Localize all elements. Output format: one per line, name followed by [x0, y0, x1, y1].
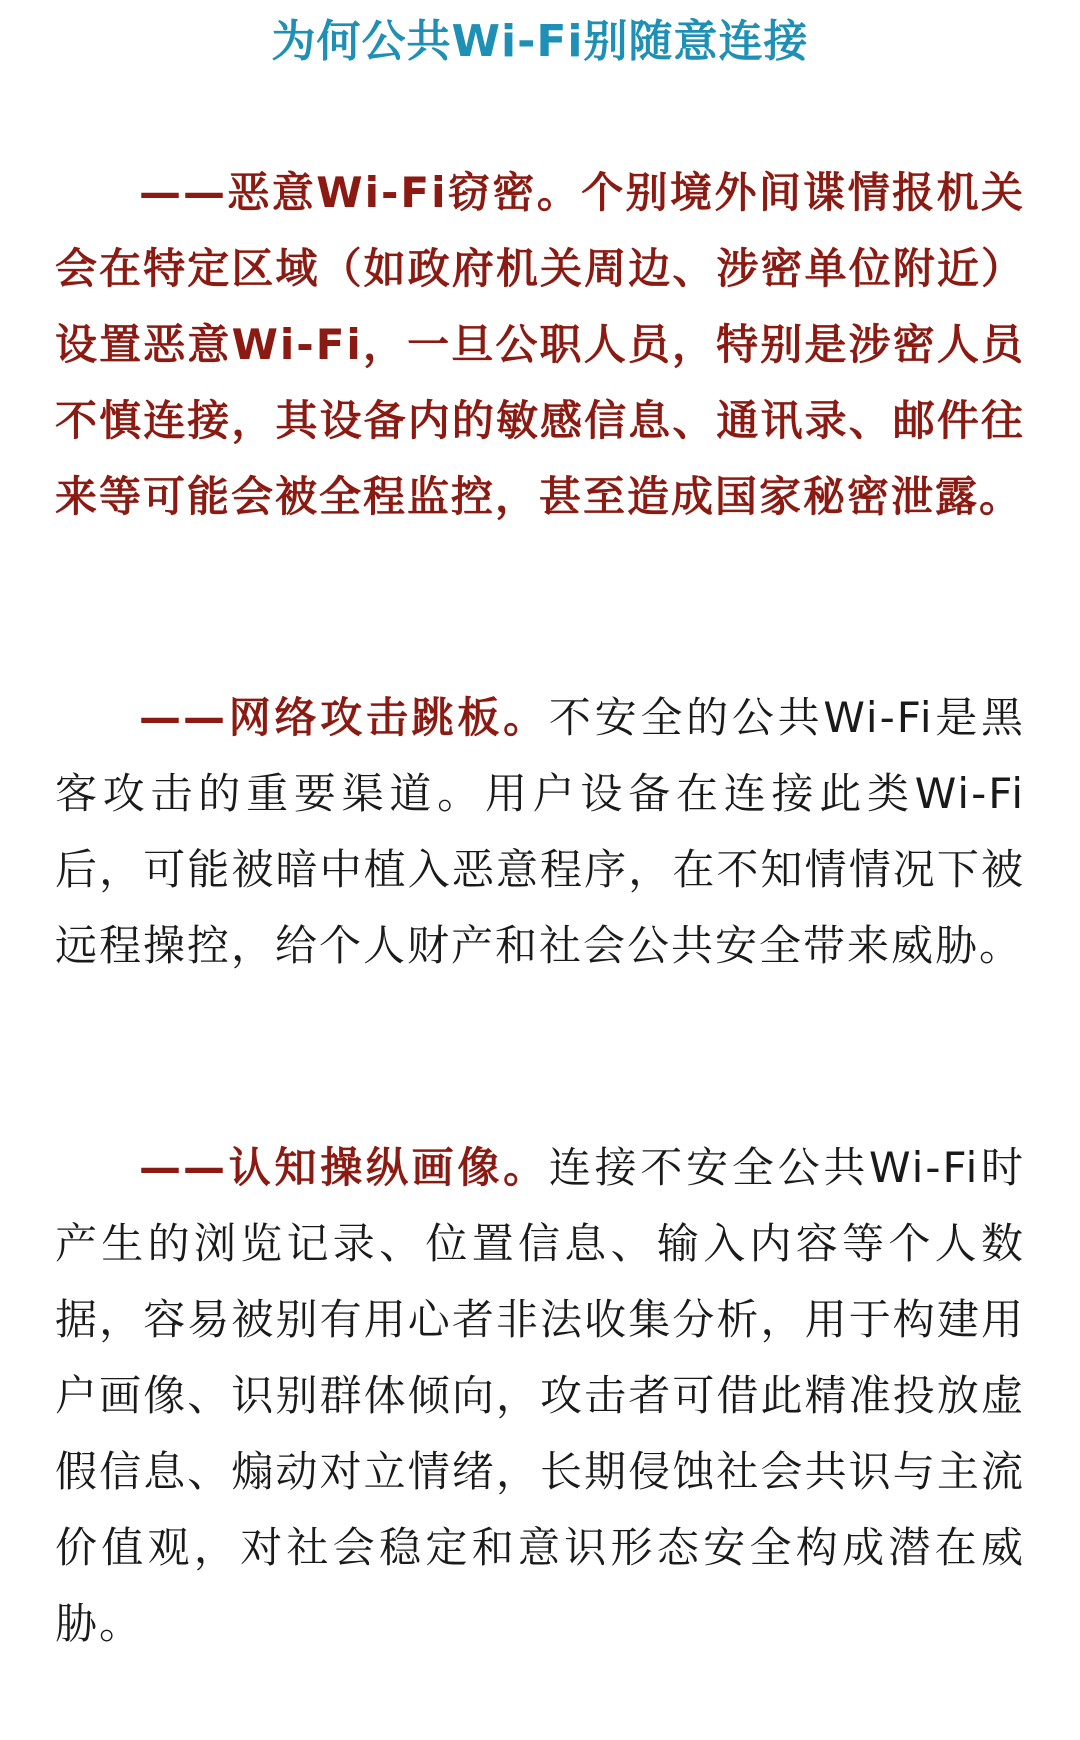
paragraph-lead: ——恶意Wi-Fi窃密。 [139, 168, 582, 217]
paragraph-body: 不安全的公共Wi-Fi是黑客攻击的重要渠道。用户设备在连接此类Wi-Fi后，可能被暗中植入恶意程序，在不知情情况下被远程操控，给个人财产和社会公共安全带来威胁。 [55, 693, 1025, 970]
paragraph-malicious-wifi [55, 155, 1025, 535]
paragraph-cognitive-profiling [55, 1130, 1025, 1662]
article-title: 为何公共Wi-Fi别随意连接 [271, 16, 809, 67]
paragraph-lead: ——网络攻击跳板。 [139, 693, 549, 742]
paragraph-attack-springboard [55, 680, 1025, 984]
paragraph-body: 连接不安全公共Wi-Fi时产生的浏览记录、位置信息、输入内容等个人数据，容易被别有用心者非法收集分析，用于构建用户画像、识别群体倾向，攻击者可借此精准投放虚假信息、煽动对立情绪，长期侵蚀社会共识与主流价值观，对社会稳定和意识形态安全构成潜在威胁。 [55, 1143, 1025, 1648]
paragraph-body: 个别境外间谍情报机关会在特定区域（如政府机关周边、涉密单位附近）设置恶意Wi-Fi，一旦公职人员，特别是涉密人员不慎连接，其设备内的敏感信息、通讯录、邮件往来等可能会被全程监控，甚至造成国家秘密泄露。 [55, 168, 1025, 521]
paragraph-lead: ——认知操纵画像。 [139, 1143, 549, 1192]
